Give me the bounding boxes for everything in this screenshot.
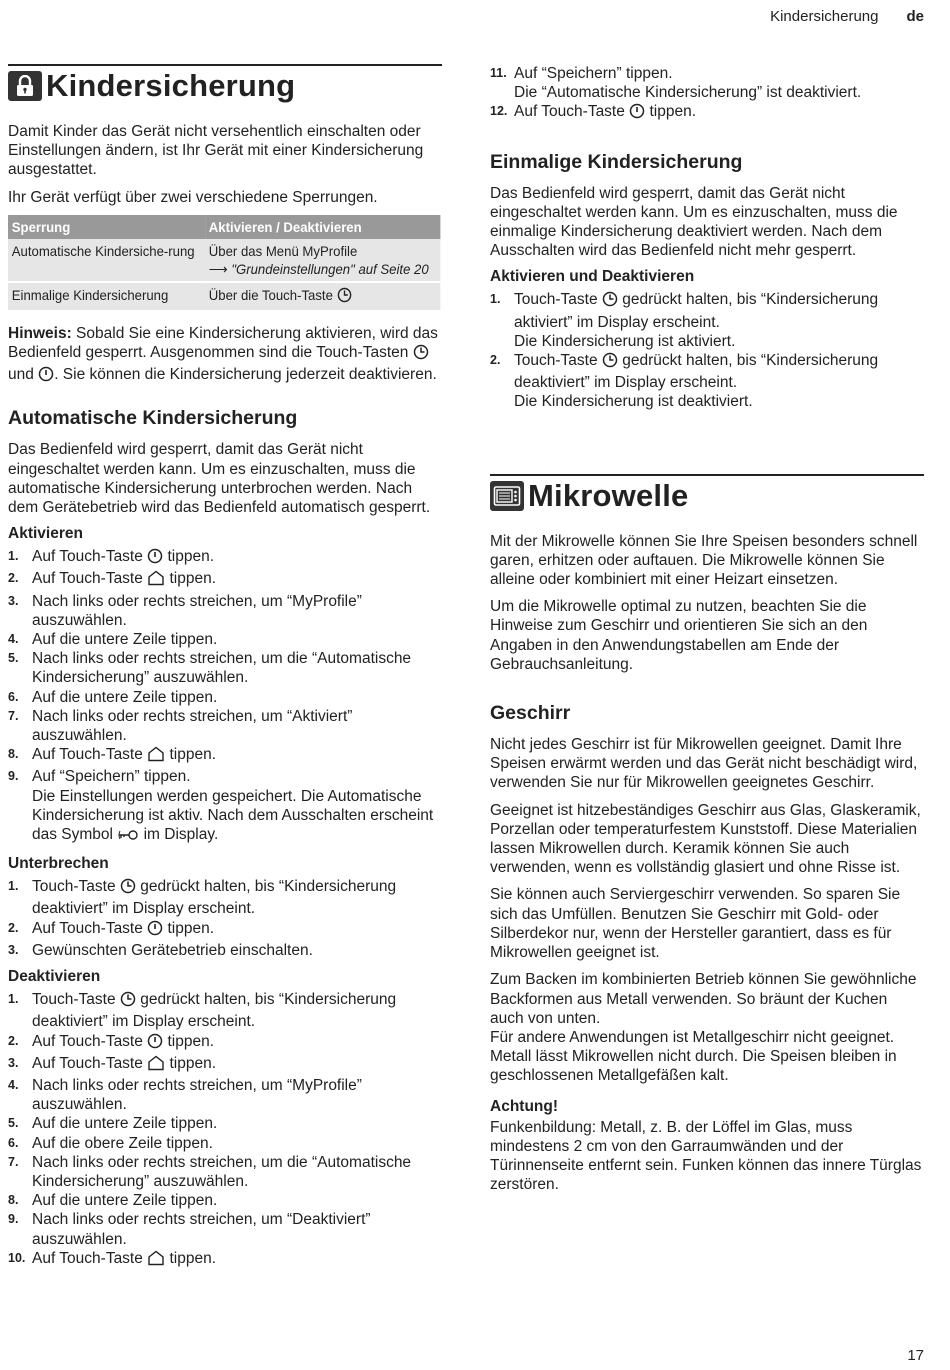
- step-text: Auf Touch-Taste: [32, 570, 143, 588]
- step-number: 2.: [490, 353, 501, 368]
- step-text: Gewünschten Gerätebetrieb einschalten.: [32, 941, 313, 959]
- section-heading-auto: Automatische Kindersicherung: [8, 407, 298, 430]
- step-text: Auf Touch-Taste: [32, 548, 143, 566]
- step-text: gedrückt halten, bis “Kindersicherung deaktiviert” im Display erscheint.: [32, 991, 397, 1031]
- list-item: [8, 941, 442, 960]
- step-text: Auf Touch-Taste: [32, 1032, 143, 1050]
- page-number: 17: [907, 1347, 924, 1364]
- step-text: Auf die untere Zeile tippen.: [32, 631, 218, 649]
- list-item: [8, 1076, 442, 1114]
- step-number: 6.: [8, 689, 19, 704]
- list-item: [8, 1153, 442, 1191]
- list-item: [8, 767, 442, 847]
- list-item: [8, 1032, 442, 1054]
- step-number: 1.: [490, 292, 501, 307]
- home-icon: [147, 1250, 165, 1271]
- subheading-aktivieren: Aktivieren: [8, 525, 83, 543]
- step-text: Nach links oder rechts streichen, um “MyProfile” auszuwählen.: [32, 1076, 362, 1114]
- step-number: 8.: [8, 747, 19, 762]
- clock-icon: [602, 352, 618, 373]
- warning-label: Achtung!: [490, 1097, 559, 1115]
- step-text: Auf “Speichern” tippen.: [32, 768, 191, 786]
- step-result: Die Einstellungen werden gespeichert. Die Automatische Kindersicherung ist aktiv. Nach dem Ausschalten erscheint das Symbol: [32, 787, 434, 844]
- intro-paragraph: Damit Kinder das Gerät nicht versehentlich einschalten oder Einstellungen ändern, ist Ihr Gerät mit einer Kindersicherung ausgestattet.: [8, 123, 424, 179]
- right-column: [490, 64, 924, 1202]
- geschirr-text: Zum Backen im kombinierten Betrieb können Sie gewöhnliche Backformen aus Metall verwenden. So bräunt der Kuchen auch von unten.: [490, 971, 917, 1027]
- hint-label: Hinweis:: [8, 324, 72, 342]
- akt-deakt-steps: [490, 290, 924, 411]
- power-icon: [38, 366, 54, 387]
- subheading-aktivieren-deaktivieren: Aktivieren und Deaktivieren: [490, 268, 695, 286]
- step-number: 3.: [8, 1055, 19, 1070]
- list-item: [490, 351, 924, 412]
- list-item: [490, 102, 924, 124]
- step-number: 1.: [8, 549, 19, 564]
- step-number: 9.: [8, 769, 19, 784]
- subheading-deaktivieren: Deaktivieren: [8, 968, 101, 986]
- list-item: [490, 290, 924, 351]
- list-item: [8, 688, 442, 707]
- geschirr-text: Für andere Anwendungen ist Metallgeschirr nicht geeignet. Metall lässt Mikrowellen nicht durch. Die Speisen bleiben in geschlossenen Metallgefäßen kalt.: [490, 1028, 897, 1085]
- list-item: [8, 919, 442, 941]
- step-text: Nach links oder rechts streichen, um “Aktiviert” auszuwählen.: [32, 707, 353, 745]
- step-number: 7.: [8, 1154, 19, 1169]
- table-header: Sperrung: [8, 215, 205, 239]
- step-text: Auf die obere Zeile tippen.: [32, 1134, 213, 1152]
- step-result: Die “Automatische Kindersicherung” ist deaktiviert.: [514, 84, 862, 102]
- list-item: [8, 630, 442, 649]
- lock-types-table: [8, 215, 440, 310]
- power-icon: [147, 1033, 163, 1054]
- warning-paragraph: Funkenbildung: Metall, z. B. der Löffel im Glas, muss mindestens 2 cm von den Garraumwänden und der Türinnenseite entfernt sein. Funken können das innere Türglas zerstören.: [490, 1118, 922, 1194]
- list-item: [8, 547, 442, 569]
- auto-paragraph: Das Bedienfeld wird gesperrt, damit das Gerät nicht eingeschaltet werden kann. Um es einzuschalten, muss die automatische Kindersicherung unterbrochen werden. Nach dem Gerätebetrieb wird das Bedienfeld automatisch gesperrt.: [8, 441, 431, 517]
- table-header: Aktivieren / Deaktivieren: [205, 215, 440, 239]
- running-header: [770, 8, 924, 25]
- hint-text: und: [8, 366, 34, 384]
- continued-steps: [490, 64, 924, 125]
- microwave-icon: [490, 481, 524, 511]
- cross-reference-link[interactable]: "Grundeinstellungen" auf Seite 20: [231, 260, 429, 277]
- clock-icon: [337, 287, 352, 307]
- table-cell-text: Über das Menü MyProfile: [208, 242, 358, 259]
- geschirr-paragraph: [490, 970, 924, 1085]
- aktivieren-steps: [8, 547, 442, 847]
- step-text: Nach links oder rechts streichen, um “MyProfile” auszuwählen.: [32, 592, 362, 629]
- step-text: Auf Touch-Taste: [32, 1054, 143, 1072]
- step-text: tippen.: [649, 103, 697, 121]
- table-cell: [205, 282, 440, 310]
- header-section: Kindersicherung: [770, 8, 879, 25]
- step-text: Nach links oder rechts streichen, um die “Automatische Kindersicherung” auszuwählen.: [32, 650, 412, 687]
- step-text: gedrückt halten, bis “Kindersicherung deaktiviert” im Display erscheint.: [32, 878, 397, 918]
- step-number: 2.: [8, 920, 19, 935]
- list-item: [8, 1114, 442, 1133]
- geschirr-paragraph: Sie können auch Serviergeschirr verwenden. So sparen Sie sich das Umfüllen. Benutzen Sie Geschirr mit Gold- oder Silberdekor nur, wenn der Hersteller garantiert, dass es für Mikrowellen geeignet ist.: [490, 886, 901, 962]
- step-text: Auf die untere Zeile tippen.: [32, 1192, 218, 1210]
- chapter-heading-kindersicherung: [8, 64, 442, 104]
- geschirr-paragraph: Geeignet ist hitzebeständiges Geschirr aus Glas, Glaskeramik, Porzellan oder temperaturfestem Kunststoff. Diese Materialien lassen Mikrowellen durch. Keramik können Sie auch verwenden, wenn es vollständig glasiert und ohne Risse ist.: [490, 801, 921, 877]
- microwave-paragraph-2: Um die Mikrowelle optimal zu nutzen, beachten Sie die Hinweise zum Geschirr und orientieren Sie sich an den Angaben in den Anwendungstabellen am Ende der Gebrauchsanleitung.: [490, 598, 868, 673]
- table-cell: Automatische Kindersiche-rung: [8, 239, 205, 282]
- chapter-heading-mikrowelle: [490, 474, 924, 514]
- step-text: Touch-Taste: [32, 991, 116, 1009]
- step-result: Die Kindersicherung ist aktiviert.: [514, 332, 736, 350]
- step-number: 4.: [8, 1077, 19, 1092]
- step-number: 4.: [8, 632, 19, 647]
- list-item: [8, 1210, 442, 1248]
- list-item: [8, 1134, 442, 1153]
- table-cell-text: Über die Touch-Taste: [208, 286, 333, 303]
- step-text: Auf Touch-Taste: [32, 1249, 143, 1267]
- step-text: Touch-Taste: [514, 291, 598, 309]
- step-text: gedrückt halten, bis “Kindersicherung deaktiviert” im Display erscheint.: [514, 352, 879, 392]
- step-number: 1.: [8, 879, 19, 894]
- microwave-paragraph: Mit der Mikrowelle können Sie Ihre Speisen besonders schnell garen, erhitzen oder auftauen. Die Mikrowelle können Sie alleine oder kombiniert mit einer Heizart einsetzen.: [490, 532, 918, 589]
- step-number: 3.: [8, 593, 19, 608]
- list-item: [8, 1249, 442, 1271]
- section-heading-geschirr: Geschirr: [490, 702, 571, 725]
- step-result: im Display.: [143, 826, 219, 844]
- step-number: 10.: [8, 1250, 26, 1265]
- hint-text: Sobald Sie eine Kindersicherung aktivieren, wird das Bedienfeld gesperrt. Ausgenommen sind die Touch-Tasten: [8, 324, 438, 362]
- deaktivieren-steps: [8, 990, 442, 1271]
- einmalig-paragraph: Das Bedienfeld wird gesperrt, damit das Gerät nicht eingeschaltet werden kann. Um es einzuschalten, muss die einmalige Kindersicherung deaktiviert werden. Nach dem Ausschalten wird das Bedienfeld nicht mehr gesperrt.: [490, 184, 898, 260]
- hint-paragraph: [8, 324, 442, 388]
- step-text: Auf “Speichern” tippen.: [514, 65, 673, 82]
- step-text: Auf Touch-Taste: [32, 919, 143, 937]
- step-text: tippen.: [169, 1249, 217, 1267]
- step-text: gedrückt halten, bis “Kindersicherung aktiviert” im Display erscheint.: [514, 291, 879, 331]
- power-icon: [147, 548, 163, 569]
- step-text: Auf Touch-Taste: [32, 746, 143, 764]
- chapter-title: Kindersicherung: [46, 68, 296, 103]
- list-item: [8, 1054, 442, 1076]
- left-column: [8, 64, 442, 1279]
- subheading-unterbrechen: Unterbrechen: [8, 855, 109, 873]
- step-number: 11.: [490, 66, 507, 80]
- step-text: tippen.: [167, 1032, 215, 1050]
- step-number: 6.: [8, 1135, 19, 1150]
- table-row: [8, 282, 440, 310]
- step-number: 5.: [8, 1116, 19, 1131]
- list-item: [8, 877, 442, 918]
- step-text: tippen.: [167, 919, 215, 937]
- step-text: Touch-Taste: [514, 352, 598, 370]
- chapter-title: Mikrowelle: [528, 477, 689, 513]
- step-number: 12.: [490, 104, 508, 119]
- home-icon: [147, 1055, 165, 1076]
- list-item: [8, 649, 442, 687]
- hint-text: . Sie können die Kindersicherung jederzeit deaktivieren.: [54, 366, 437, 384]
- step-number: 2.: [8, 571, 19, 586]
- lock-icon: [8, 71, 42, 101]
- clock-icon: [602, 291, 618, 312]
- step-text: Auf die untere Zeile tippen.: [32, 1115, 218, 1133]
- step-text: Nach links oder rechts streichen, um die “Automatische Kindersicherung” auszuwählen.: [32, 1153, 412, 1190]
- step-text: Nach links oder rechts streichen, um “Deaktiviert” auszuwählen.: [32, 1211, 371, 1248]
- step-number: 7.: [8, 708, 19, 723]
- home-icon: [147, 746, 165, 767]
- step-text: tippen.: [169, 1054, 217, 1072]
- step-text: Auf Touch-Taste: [514, 103, 625, 121]
- step-number: 1.: [8, 992, 19, 1007]
- arrow-right-icon: ⟶: [208, 260, 228, 277]
- clock-icon: [413, 344, 429, 365]
- table-row: [8, 239, 440, 282]
- step-number: 9.: [8, 1212, 19, 1227]
- list-item: [490, 64, 924, 102]
- step-text: Auf die untere Zeile tippen.: [32, 688, 218, 706]
- geschirr-paragraph: Nicht jedes Geschirr ist für Mikrowellen geeignet. Damit Ihre Speisen erwärmt werden und das Gerät nicht beschädigt wird, verwenden Sie nur für Mikrowellen geeignetes Geschirr.: [490, 736, 918, 792]
- step-result: Die Kindersicherung ist deaktiviert.: [514, 393, 753, 411]
- step-text: Touch-Taste: [32, 878, 116, 896]
- clock-icon: [120, 878, 136, 899]
- list-item: [8, 707, 442, 745]
- clock-icon: [120, 991, 136, 1012]
- list-item: [8, 569, 442, 591]
- key-icon: [117, 828, 139, 847]
- step-number: 5.: [8, 651, 19, 666]
- list-item: [8, 592, 442, 630]
- section-heading-einmalig: Einmalige Kindersicherung: [490, 150, 743, 173]
- step-text: tippen.: [169, 570, 217, 588]
- list-item: [8, 745, 442, 767]
- step-text: tippen.: [169, 746, 217, 764]
- step-text: tippen.: [167, 548, 215, 566]
- step-number: 3.: [8, 942, 19, 957]
- power-icon: [147, 920, 163, 941]
- step-number: 2.: [8, 1033, 19, 1048]
- table-cell: [205, 239, 440, 282]
- home-icon: [147, 570, 165, 591]
- header-language: de: [906, 8, 924, 25]
- power-icon: [629, 103, 645, 124]
- table-cell: Einmalige Kindersicherung: [8, 282, 205, 310]
- list-item: [8, 1191, 442, 1210]
- intro-paragraph-2: Ihr Gerät verfügt über zwei verschiedene Sperrungen.: [8, 188, 378, 206]
- step-number: 8.: [8, 1193, 19, 1208]
- list-item: [8, 990, 442, 1031]
- unterbrechen-steps: [8, 877, 442, 960]
